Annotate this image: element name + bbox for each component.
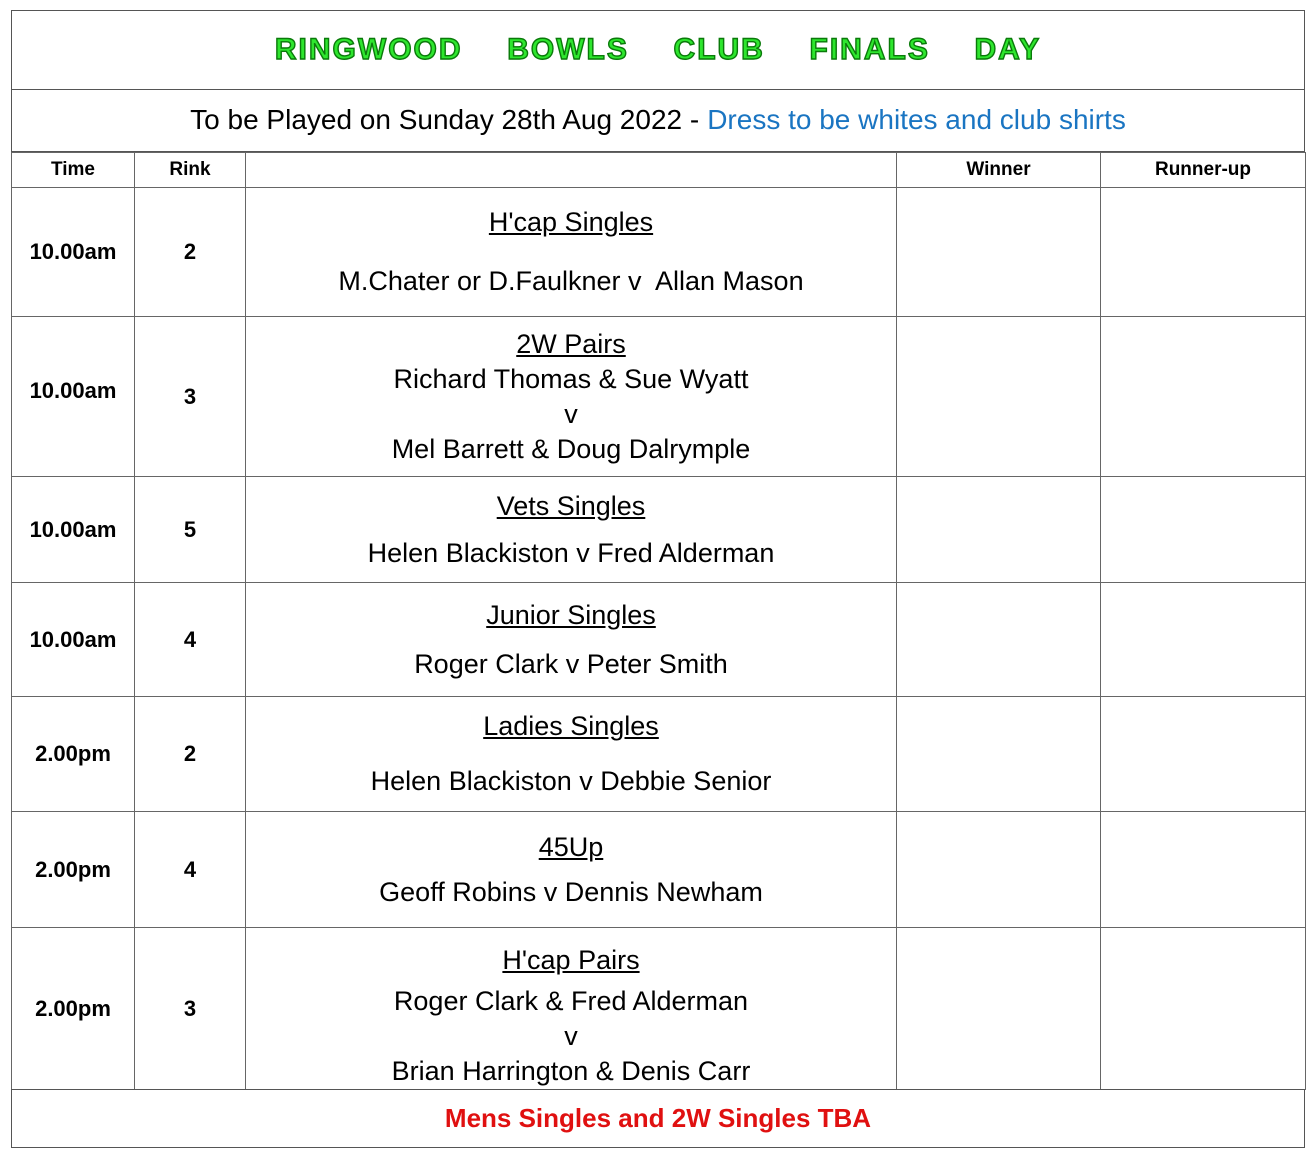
players-line: Mel Barrett & Doug Dalrymple	[391, 433, 751, 464]
row-match	[246, 317, 897, 477]
versus-line: v	[564, 1021, 578, 1051]
event-title: Junior Singles	[486, 599, 656, 630]
row-rink: 3	[135, 317, 246, 477]
winner-cell[interactable]	[897, 697, 1101, 812]
row-time: 2.00pm	[12, 697, 135, 812]
runner-up-cell[interactable]	[1101, 697, 1306, 812]
title-banner	[11, 10, 1305, 90]
runner-up-cell[interactable]	[1101, 583, 1306, 697]
runner-up-cell[interactable]	[1101, 317, 1306, 477]
winner-cell[interactable]	[897, 928, 1101, 1090]
event-title: H'cap Singles	[488, 207, 654, 237]
footer-note: Mens Singles and 2W Singles TBA	[444, 1103, 872, 1133]
fixtures-table	[11, 152, 1306, 1090]
players-line: Geoff Robins v Dennis Newham	[379, 876, 763, 907]
row-time: 10.00am	[12, 317, 135, 477]
header-match	[246, 153, 897, 188]
table-row	[12, 583, 1306, 697]
row-time: 2.00pm	[12, 812, 135, 928]
table-row	[12, 477, 1306, 583]
table-row	[12, 188, 1306, 317]
header-rink: Rink	[135, 153, 246, 188]
row-time: 10.00am	[12, 188, 135, 317]
runner-up-cell[interactable]	[1101, 188, 1306, 317]
table-header-row	[12, 153, 1306, 188]
subtitle-date: To be Played on Sunday 28th Aug 2022 -	[190, 103, 700, 135]
header-winner: Winner	[897, 153, 1101, 188]
row-time: 10.00am	[12, 477, 135, 583]
table-row	[12, 317, 1306, 477]
row-rink: 4	[135, 583, 246, 697]
players-line: Richard Thomas & Sue Wyatt	[393, 363, 749, 394]
header-runner-up: Runner-up	[1101, 153, 1306, 188]
row-match	[246, 697, 897, 812]
winner-cell[interactable]	[897, 317, 1101, 477]
runner-up-cell[interactable]	[1101, 812, 1306, 928]
players-line: Helen Blackiston v Debbie Senior	[370, 766, 772, 796]
finals-day-sheet	[11, 10, 1305, 1148]
players-line: Brian Harrington & Denis Carr	[391, 1056, 751, 1086]
row-match	[246, 928, 897, 1090]
runner-up-cell[interactable]	[1101, 928, 1306, 1090]
versus-line: v	[564, 398, 578, 429]
footer-banner	[11, 1089, 1305, 1148]
row-rink: 5	[135, 477, 246, 583]
winner-cell[interactable]	[897, 188, 1101, 317]
table-row	[12, 812, 1306, 928]
page-title: RINGWOOD BOWLS CLUB FINALS DAY	[274, 33, 1042, 66]
row-rink: 4	[135, 812, 246, 928]
row-time: 10.00am	[12, 583, 135, 697]
row-match	[246, 477, 897, 583]
subtitle-dress-code: Dress to be whites and club shirts	[707, 103, 1126, 135]
winner-cell[interactable]	[897, 812, 1101, 928]
event-title: H'cap Pairs	[502, 945, 640, 975]
winner-cell[interactable]	[897, 477, 1101, 583]
header-time: Time	[12, 153, 135, 188]
winner-cell[interactable]	[897, 583, 1101, 697]
players-line: Roger Clark v Peter Smith	[414, 648, 728, 679]
event-title: 2W Pairs	[516, 328, 626, 359]
runner-up-cell[interactable]	[1101, 477, 1306, 583]
players-line: Roger Clark & Fred Alderman	[393, 986, 749, 1016]
table-row	[12, 697, 1306, 812]
row-rink: 3	[135, 928, 246, 1090]
players-line: Helen Blackiston v Fred Alderman	[367, 537, 775, 568]
row-time: 2.00pm	[12, 928, 135, 1090]
row-match	[246, 583, 897, 697]
table-row	[12, 928, 1306, 1090]
players-line: M.Chater or D.Faulkner v Allan Mason	[338, 266, 804, 296]
row-rink: 2	[135, 188, 246, 317]
row-match	[246, 812, 897, 928]
event-title: 45Up	[538, 831, 604, 862]
row-rink: 2	[135, 697, 246, 812]
row-match	[246, 188, 897, 317]
subtitle-banner	[11, 88, 1305, 152]
event-title: Ladies Singles	[483, 711, 659, 741]
event-title: Vets Singles	[496, 490, 646, 521]
